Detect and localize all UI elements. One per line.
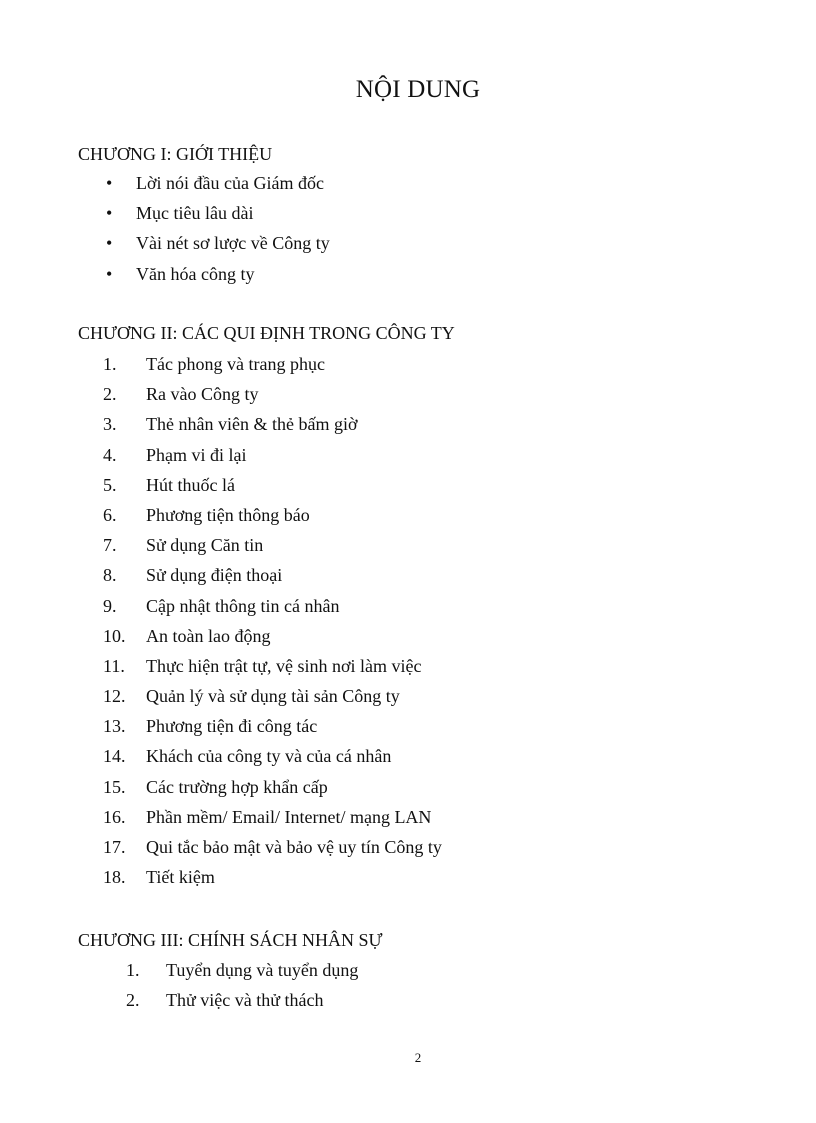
list-item-text: Phạm vi đi lại: [146, 444, 247, 465]
chapter-3-heading: CHƯƠNG III: CHÍNH SÁCH NHÂN SỰ: [78, 930, 383, 950]
list-item: [126, 985, 358, 1015]
list-item-number: 14.: [103, 746, 126, 767]
list-item: [103, 500, 442, 530]
list-item-text: Lời nói đầu của Giám đốc: [136, 173, 324, 193]
list-item-number: 2.: [103, 384, 117, 405]
list-item-number: 13.: [103, 716, 126, 737]
list-item-text: Phần mềm/ Email/ Internet/ mạng LAN: [146, 806, 432, 827]
bullet-icon: •: [106, 233, 113, 254]
chapter-2-list: [103, 349, 442, 892]
list-item-text: Vài nét sơ lược về Công ty: [136, 233, 330, 254]
list-item-text: Mục tiêu lâu dài: [136, 203, 254, 224]
list-item: [103, 741, 442, 771]
list-item-text: Phương tiện đi công tác: [146, 716, 318, 737]
list-item-number: 11.: [103, 655, 125, 676]
list-item: [103, 772, 442, 802]
list-item-number: 12.: [103, 686, 126, 707]
bullet-icon: •: [106, 203, 113, 224]
list-item: [106, 228, 330, 258]
list-item: [106, 259, 330, 289]
list-item-text: Hút thuốc lá: [146, 474, 235, 495]
chapter-3-list: [126, 955, 358, 1015]
list-item-number: 9.: [103, 595, 117, 616]
page-number: 2: [414, 1050, 422, 1065]
list-item-number: 1.: [126, 960, 140, 980]
list-item-text: Sử dụng điện thoại: [146, 565, 283, 586]
list-item-text: Thực hiện trật tự, vệ sinh nơi làm việc: [146, 655, 422, 676]
list-item: [103, 470, 442, 500]
list-item-text: Cập nhật thông tin cá nhân: [146, 595, 340, 616]
list-item-number: 6.: [103, 504, 117, 525]
list-item: [103, 832, 442, 862]
list-item: [103, 379, 442, 409]
list-item: [103, 802, 442, 832]
list-item-number: 16.: [103, 806, 126, 827]
list-item: [103, 409, 442, 439]
chapter-1-list: [106, 168, 330, 289]
list-item-number: 5.: [103, 474, 117, 495]
list-item-text: An toàn lao động: [146, 625, 271, 646]
bullet-icon: •: [106, 263, 113, 284]
list-item-number: 4.: [103, 444, 117, 465]
list-item-text: Tác phong và trang phục: [146, 354, 325, 374]
list-item-text: Khách của công ty và của cá nhân: [146, 746, 392, 767]
list-item: [106, 168, 330, 198]
list-item: [103, 651, 442, 681]
list-item: [103, 711, 442, 741]
list-item-number: 10.: [103, 625, 126, 646]
list-item: [103, 530, 442, 560]
list-item-text: Thử việc và thử thách: [166, 990, 324, 1011]
list-item-text: Phương tiện thông báo: [146, 504, 310, 525]
page-title: NỘI DUNG: [355, 76, 481, 103]
list-item-number: 3.: [103, 414, 117, 435]
list-item: [103, 560, 442, 590]
list-item-text: Qui tắc bảo mật và bảo vệ uy tín Công ty: [146, 837, 442, 857]
list-item: [103, 440, 442, 470]
list-item: [103, 862, 442, 892]
list-item-number: 15.: [103, 776, 126, 797]
list-item-number: 8.: [103, 565, 117, 586]
list-item-number: 2.: [126, 990, 140, 1011]
list-item-text: Tuyển dụng và tuyển dụng: [166, 960, 359, 980]
list-item-text: Tiết kiệm: [146, 867, 215, 888]
list-item: [103, 349, 442, 379]
list-item: [126, 955, 358, 985]
list-item-text: Sử dụng Căn tin: [146, 535, 264, 556]
bullet-icon: •: [106, 173, 113, 193]
list-item-text: Các trường hợp khẩn cấp: [146, 776, 328, 797]
list-item-text: Văn hóa công ty: [136, 263, 255, 284]
list-item: [103, 591, 442, 621]
list-item-number: 1.: [103, 354, 117, 374]
chapter-1-heading: CHƯƠNG I: GIỚI THIỆU: [78, 144, 273, 164]
list-item-number: 7.: [103, 535, 117, 556]
list-item-text: Thẻ nhân viên & thẻ bấm giờ: [146, 414, 358, 435]
list-item: [103, 681, 442, 711]
list-item: [103, 621, 442, 651]
chapter-2-heading: CHƯƠNG II: CÁC QUI ĐỊNH TRONG CÔNG TY: [78, 323, 455, 343]
list-item-number: 18.: [103, 867, 126, 888]
list-item-text: Quản lý và sử dụng tài sản Công ty: [146, 686, 400, 707]
list-item-number: 17.: [103, 837, 126, 857]
list-item-text: Ra vào Công ty: [146, 384, 259, 405]
list-item: [106, 198, 330, 228]
